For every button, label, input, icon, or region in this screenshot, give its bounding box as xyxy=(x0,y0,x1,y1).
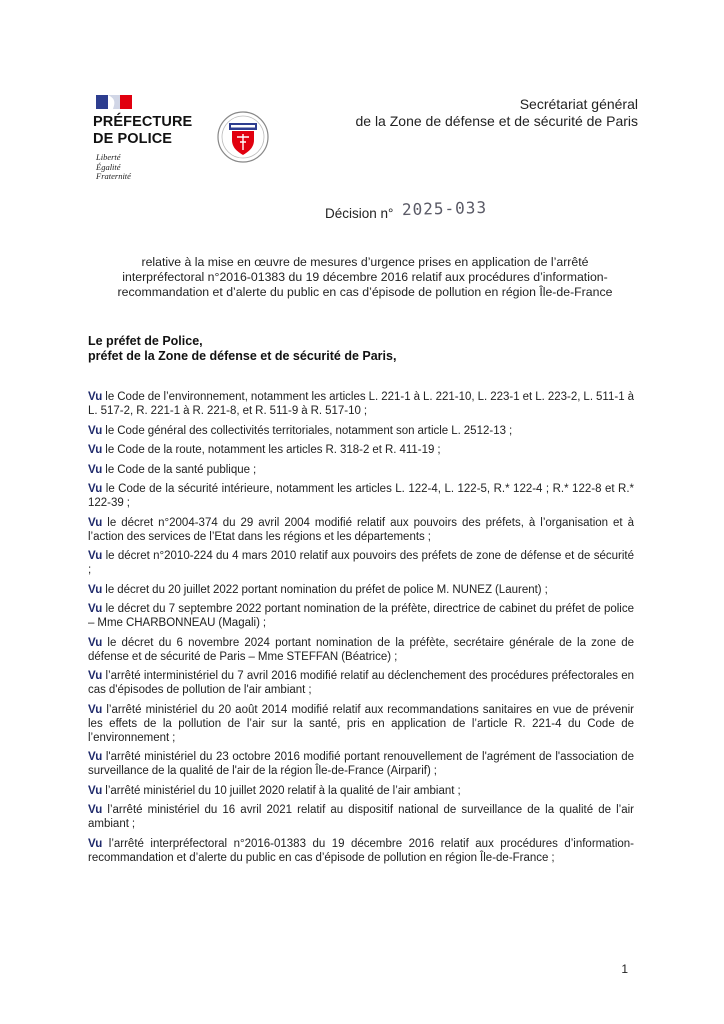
motto-egalite: Égalité xyxy=(96,161,121,172)
vu-label: Vu xyxy=(88,703,103,716)
motto-fraternite: Fraternité xyxy=(96,171,131,181)
vu-label: Vu xyxy=(88,784,103,797)
consideration-item xyxy=(88,583,634,597)
vu-label: Vu xyxy=(88,670,103,682)
subject-line: interpréfectoral n°2016-01383 du 19 décembre 2016 relatif aux procédures d’information- xyxy=(122,270,608,285)
vu-label: Vu xyxy=(88,603,103,615)
vu-label: Vu xyxy=(88,804,103,816)
decision-label: Décision n° xyxy=(325,206,394,221)
consideration-text: le décret du 7 septembre 2022 portant nomination de la préfète, directrice de cabinet du préfet de police – Mme CHARBONNEAU (Magali) ; xyxy=(88,603,634,629)
consideration-item xyxy=(88,424,634,438)
secretariat-heading xyxy=(355,96,638,130)
secretariat-line1: Secrétariat général xyxy=(519,96,638,112)
prefect-line2: préfet de la Zone de défense et de sécurité de Paris, xyxy=(88,349,397,363)
vu-label: Vu xyxy=(88,463,103,476)
vu-label: Vu xyxy=(88,444,103,456)
consideration-item xyxy=(88,750,634,778)
consideration-item xyxy=(88,837,634,865)
police-seal-icon xyxy=(216,110,270,164)
consideration-text: l'arrêté ministériel du 23 octobre 2016 modifié portant renouvellement de l'agrément de l'association de surveillance de la qualité de l'air de la région Île-de-France (Airparif) ; xyxy=(88,751,634,777)
consideration-item xyxy=(88,669,634,697)
considerations-list xyxy=(88,390,634,870)
consideration-text: l’arrêté interministériel du 7 avril 2016 modifié relatif au déclenchement des procédures préfectorales en cas d'épisodes de pollution de l'air ambiant ; xyxy=(88,670,634,696)
marianne-flag-icon xyxy=(96,95,132,109)
republic-motto xyxy=(96,153,131,182)
prefecture-logo-title xyxy=(93,114,192,148)
consideration-text: l’arrêté interpréfectoral n°2016-01383 du 19 décembre 2016 relatif aux procédures d’information-recommandation et d’alerte du public en cas d’épisode de pollution en région Île-de-France ; xyxy=(88,837,634,864)
consideration-item xyxy=(88,516,634,544)
consideration-text: le décret n°2004-374 du 29 avril 2004 modifié relatif aux pouvoirs des préfets, à l’organisation et à l’action des services de l’Etat dans les régions et les départements ; xyxy=(88,516,634,543)
consideration-text: l’arrêté ministériel du 20 août 2014 modifié relatif aux recommandations sanitaires en vue de prévenir les effets de la pollution de l’air sur la santé, pris en application de l’article R. 221-4 du Code de l’environnement ; xyxy=(88,703,634,744)
consideration-text: l’arrêté ministériel du 16 avril 2021 relatif au dispositif national de surveillance de la qualité de l’air ambiant ; xyxy=(88,804,634,830)
consideration-item xyxy=(88,602,634,630)
consideration-item xyxy=(88,636,634,664)
vu-label: Vu xyxy=(88,424,103,437)
consideration-text: le décret du 20 juillet 2022 portant nomination du préfet de police M. NUNEZ (Laurent) ; xyxy=(102,583,548,596)
consideration-text: le décret du 6 novembre 2024 portant nomination de la préfète, secrétaire générale de la zone de défense et de sécurité de Paris – Mme STEFFAN (Béatrice) ; xyxy=(88,636,634,663)
consideration-text: le décret n°2010-224 du 4 mars 2010 relatif aux pouvoirs des préfets de zone de défense et de sécurité ; xyxy=(88,550,634,576)
secretariat-line2: de la Zone de défense et de sécurité de Paris xyxy=(355,113,638,129)
consideration-item xyxy=(88,390,634,418)
vu-label: Vu xyxy=(88,837,103,850)
decision-subject xyxy=(95,255,635,301)
motto-liberte: Liberté xyxy=(96,152,121,162)
prefect-line1: Le préfet de Police, xyxy=(88,334,203,348)
page-number: 1 xyxy=(621,962,628,976)
consideration-item xyxy=(88,803,634,831)
consideration-item xyxy=(88,443,634,457)
vu-label: Vu xyxy=(88,483,103,495)
consideration-text: l’arrêté ministériel du 10 juillet 2020 relatif à la qualité de l’air ambiant ; xyxy=(102,784,461,797)
subject-line: recommandation et d’alerte du public en cas d’épisode de pollution en région Île-de-France xyxy=(117,285,613,300)
consideration-text: le Code de la route, notamment les articles R. 318-2 et R. 411-19 ; xyxy=(102,444,441,456)
consideration-item xyxy=(88,463,634,477)
logo-title-line1: PRÉFECTURE xyxy=(93,114,193,130)
consideration-item xyxy=(88,549,634,577)
decision-number-handwritten: 2025-033 xyxy=(401,197,488,220)
consideration-text: le Code de l’environnement, notamment les articles L. 221-1 à L. 221-10, L. 223-1 et L. 223-2, L. 511-1 à L. 517-2, R. 221-1 à R. 221-8, et R. 511-9 à R. 517-10 ; xyxy=(88,391,634,417)
logo-title-line2: DE POLICE xyxy=(93,131,173,147)
vu-label: Vu xyxy=(88,583,103,596)
consideration-item xyxy=(88,482,634,510)
subject-line: relative à la mise en œuvre de mesures d’urgence prises en application de l’arrêté xyxy=(141,255,589,269)
consideration-item xyxy=(88,784,634,798)
prefect-title xyxy=(88,334,396,364)
vu-label: Vu xyxy=(88,391,103,403)
vu-label: Vu xyxy=(88,516,103,529)
vu-label: Vu xyxy=(88,550,103,562)
vu-label: Vu xyxy=(88,636,103,649)
consideration-item xyxy=(88,703,634,745)
consideration-text: le Code de la sécurité intérieure, notamment les articles L. 122-4, L. 122-5, R.* 122-4 ; R.* 122-8 et R.* 122-39 ; xyxy=(88,483,634,509)
consideration-text: le Code de la santé publique ; xyxy=(102,463,257,476)
vu-label: Vu xyxy=(88,751,103,763)
consideration-text: le Code général des collectivités territoriales, notamment son article L. 2512-13 ; xyxy=(102,424,513,437)
